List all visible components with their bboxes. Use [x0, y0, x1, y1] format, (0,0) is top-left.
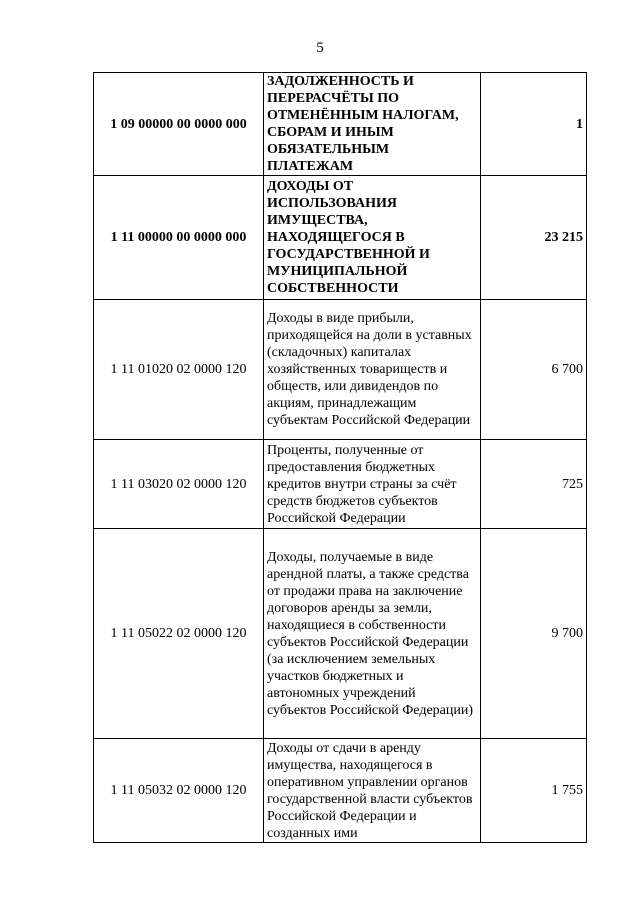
table-row	[94, 440, 587, 529]
budget-revenue-table	[93, 72, 587, 843]
table-row	[94, 739, 587, 843]
budget-code-cell: 1 11 00000 00 0000 000	[94, 176, 264, 300]
revenue-name-cell: Проценты, полученные от предоставления бюджетных кредитов внутри страны за счёт средств бюджетов субъектов Российской Федерации	[264, 440, 481, 529]
budget-code-cell: 1 11 05022 02 0000 120	[94, 529, 264, 739]
amount-cell: 725	[481, 440, 587, 529]
amount-cell: 6 700	[481, 300, 587, 440]
table-row	[94, 73, 587, 176]
budget-code-cell: 1 11 01020 02 0000 120	[94, 300, 264, 440]
revenue-name-cell: Доходы в виде прибыли, приходящейся на доли в уставных (складочных) капиталах хозяйственных товариществ и обществ, или дивидендов по акциям, принадлежащим субъектам Российской Федерации	[264, 300, 481, 440]
table-row	[94, 300, 587, 440]
amount-cell: 23 215	[481, 176, 587, 300]
budget-code-cell: 1 11 05032 02 0000 120	[94, 739, 264, 843]
budget-code-cell: 1 11 03020 02 0000 120	[94, 440, 264, 529]
revenue-name-cell: Доходы от сдачи в аренду имущества, находящегося в оперативном управлении органов государственной власти субъектов Российской Федерации и созданных ими	[264, 739, 481, 843]
amount-cell: 9 700	[481, 529, 587, 739]
budget-code-cell: 1 09 00000 00 0000 000	[94, 73, 264, 176]
revenue-name-cell: Доходы, получаемые в виде арендной платы, а также средства от продажи права на заключение договоров аренды за земли, находящиеся в собственности субъектов Российской Федерации (за исключением земельных участков бюджетных и автономных учреждений субъектов Российской Федерации)	[264, 529, 481, 739]
revenue-name-cell: ЗАДОЛЖЕННОСТЬ И ПЕРЕРАСЧЁТЫ ПО ОТМЕНЁННЫМ НАЛОГАМ, СБОРАМ И ИНЫМ ОБЯЗАТЕЛЬНЫМ ПЛАТЕЖАМ	[264, 73, 481, 176]
revenue-name-cell: ДОХОДЫ ОТ ИСПОЛЬЗОВАНИЯ ИМУЩЕСТВА, НАХОДЯЩЕГОСЯ В ГОСУДАРСТВЕННОЙ И МУНИЦИПАЛЬНОЙ СОБСТВЕННОСТИ	[264, 176, 481, 300]
amount-cell: 1 755	[481, 739, 587, 843]
table-row	[94, 529, 587, 739]
amount-cell: 1	[481, 73, 587, 176]
table-row	[94, 176, 587, 300]
page-number: 5	[316, 40, 324, 56]
